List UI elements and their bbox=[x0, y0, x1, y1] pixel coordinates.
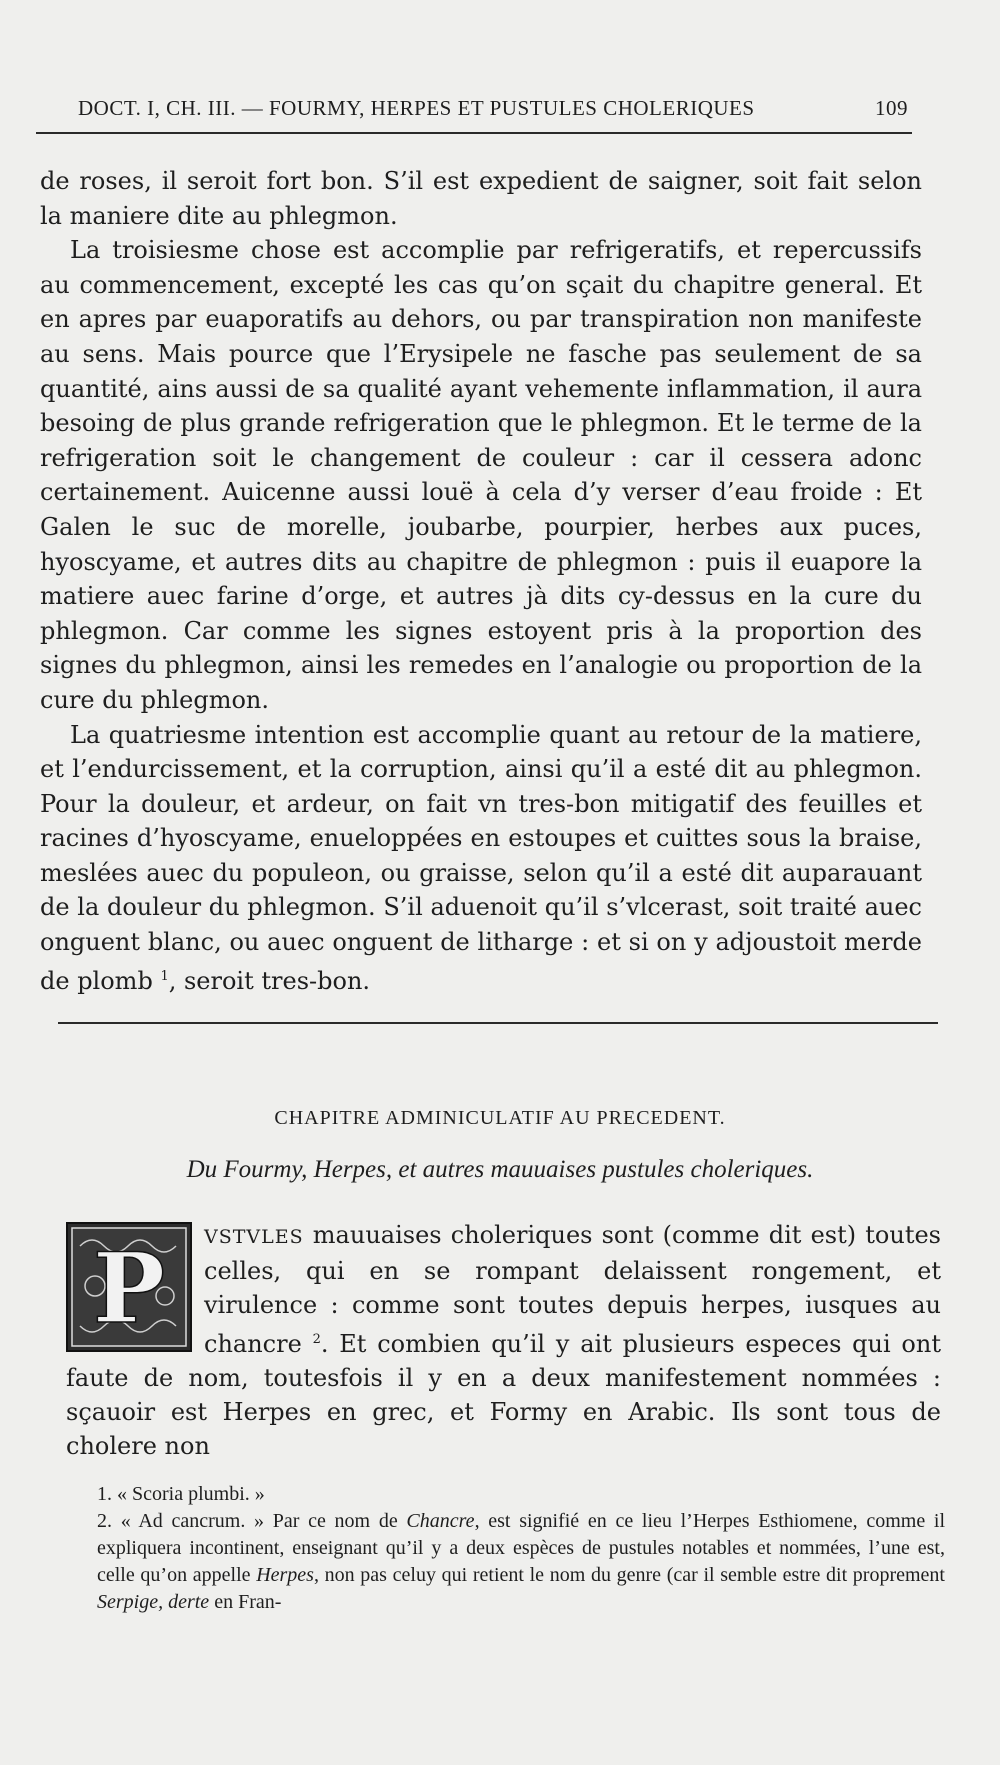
footnote-1 bbox=[97, 1481, 945, 1508]
footnote-ref-1: 1 bbox=[160, 968, 169, 984]
paragraph-3-text: La quatriesme intention est accomplie quant au retour de la matiere, et l’endurcissement, et la corruption, ainsi qu’il a esté dit au phlegmon. Pour la douleur, et ardeur, on fait vn tres-bon mitigatif des feuilles et racines d’hyoscyame, enueloppées en estoupes et cuittes sous la braise, meslées auec du populeon, ou graisse, selon qu’il a esté dit auparauant de la douleur du phlegmon. S’il aduenoit qu’il s’vlcerast, soit traité auec onguent blanc, ou auec onguent de litharge : et si on y adjoustoit merde de plomb bbox=[40, 720, 922, 995]
dropcap-letter: P bbox=[92, 1232, 166, 1345]
chapter-text-b: . Et combien qu’il y ait plusieurs especes qui ont faute de nom, toutesfois il y en a deux manifestement nommées : sçauoir est Herpes en grec, et Formy en Arabic. Ils sont tous de cholere non bbox=[66, 1329, 941, 1461]
footnote-1-number: 1. bbox=[97, 1483, 112, 1505]
main-text bbox=[40, 164, 922, 998]
section-rule bbox=[58, 1022, 938, 1024]
paragraph-3 bbox=[40, 718, 922, 999]
footnote-ref-2: 2 bbox=[312, 1331, 321, 1347]
footnotes bbox=[97, 1481, 945, 1616]
header-rule bbox=[36, 132, 912, 134]
paragraph-2: La troisiesme chose est accomplie par refrigeratifs, et repercussifs au commencement, excepté les cas qu’on sçait du chapitre general. Et en apres par euaporatifs au dehors, ou par transpiration non manifeste au sens. Mais pource que l’Erysipele ne fasche pas seulement de sa quantité, ains aussi de sa qualité ayant vehemente inflammation, il aura besoing de plus grande refrigeration que le phlegmon. Et le terme de la refrigeration soit le changement de couleur : car il cessera adonc certainement. Auicenne aussi louë à cela d’y verser d’eau froide : Et Galen le suc de morelle, joubarbe, pourpier, herbes aux puces, hyoscyame, et autres dits au chapitre de phlegmon : puis il euapore la matiere auec farine d’orge, et autres jà dits cy-dessus en la cure du phlegmon. Car comme les signes estoyent pris à la proportion des signes du phlegmon, ainsi les remedes en l’analogie ou proportion de la cure du phlegmon. bbox=[40, 236, 922, 714]
footnote-2-number: 2. bbox=[97, 1510, 112, 1532]
running-title: DOCT. I, CH. III. — FOURMY, HERPES ET PUSTULES CHOLERIQUES bbox=[78, 96, 755, 120]
footnote-1-text: « Scoria plumbi. » bbox=[117, 1483, 265, 1505]
paragraph-3-end: , seroit tres-bon. bbox=[168, 966, 371, 995]
ornamental-dropcap bbox=[66, 1222, 192, 1352]
footnote-2-term-serpige: Serpige, derte bbox=[97, 1591, 210, 1613]
footnote-2-term-herpes: Herpes bbox=[256, 1564, 314, 1586]
chapter-title: CHAPITRE ADMINICULATIF AU PRECEDENT. bbox=[274, 1107, 726, 1129]
paragraph-1: de roses, il seroit fort bon. S’il est expedient de saigner, soit fait selon la maniere dite au phlegmon. bbox=[40, 167, 922, 230]
footnote-2-text-b: , est signifié en ce lieu l’Herpes Esthiomene, comme il expliquera incontinent, enseignant qu’il y a deux espèces de pustules notables et nommées, l’une est, celle qu’on appelle bbox=[97, 1510, 946, 1586]
chapter-body bbox=[66, 1218, 941, 1463]
running-head bbox=[78, 96, 908, 121]
chapter-text-a: mauuaises choleriques sont (comme dit est) toutes celles, qui en se rompant delaissent rongement, et virulence : comme sont toutes depuis herpes, iusques au chancre bbox=[204, 1221, 941, 1358]
lead-word: VSTVLES bbox=[204, 1226, 304, 1248]
footnote-2-term-chancre: Chancre bbox=[406, 1510, 475, 1532]
footnote-2 bbox=[97, 1508, 945, 1616]
footnote-2-text-a: « Ad cancrum. » Par ce nom de bbox=[120, 1510, 407, 1532]
footnote-2-text-d: en Fran- bbox=[209, 1591, 282, 1613]
footnote-2-text-c: , non pas celuy qui retient le nom du genre (car il semble estre dit proprement bbox=[313, 1564, 945, 1586]
chapter-subtitle: Du Fourmy, Herpes, et autres mauuaises pustules choleriques. bbox=[186, 1156, 814, 1183]
page-number: 109 bbox=[875, 96, 908, 120]
